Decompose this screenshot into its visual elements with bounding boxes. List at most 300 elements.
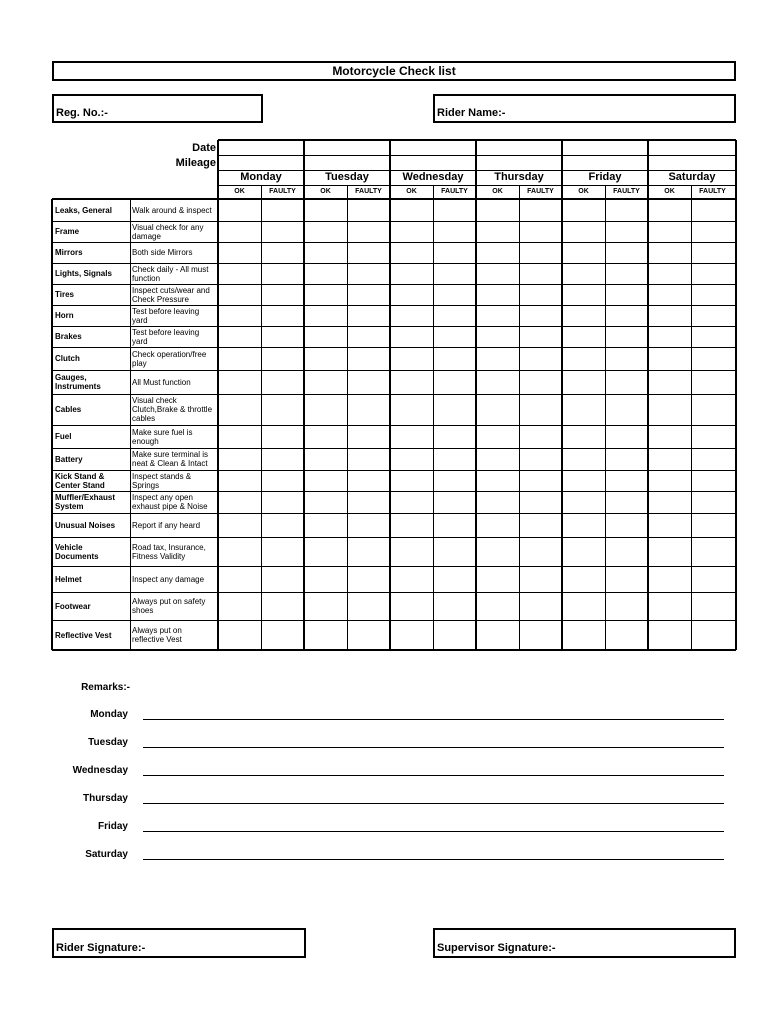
check-cell-faulty[interactable] (519, 620, 562, 650)
check-cell-faulty[interactable] (605, 566, 648, 592)
check-cell-ok[interactable] (476, 470, 519, 491)
check-cell-ok[interactable] (648, 448, 691, 470)
check-cell-ok[interactable] (648, 491, 691, 513)
check-cell-ok[interactable] (218, 305, 261, 326)
check-cell-ok[interactable] (304, 347, 347, 370)
check-cell-faulty[interactable] (605, 347, 648, 370)
check-cell-ok[interactable] (648, 370, 691, 394)
check-cell-ok[interactable] (562, 242, 605, 263)
check-cell-ok[interactable] (304, 620, 347, 650)
check-cell-faulty[interactable] (691, 284, 734, 305)
check-cell-ok[interactable] (218, 347, 261, 370)
check-cell-faulty[interactable] (261, 537, 304, 566)
check-cell-faulty[interactable] (519, 242, 562, 263)
ok-header: OK (234, 188, 245, 195)
check-cell-ok[interactable] (562, 513, 605, 537)
check-cell-faulty[interactable] (433, 199, 476, 221)
item-description: Test before leaving yard (132, 306, 200, 325)
check-cell-ok[interactable] (562, 199, 605, 221)
item-description: Inspect any damage (132, 574, 205, 584)
remarks-day-label: Monday (90, 709, 128, 720)
check-cell-ok[interactable] (562, 263, 605, 284)
item-description: Always put on reflective Vest (132, 626, 182, 644)
check-cell-ok[interactable] (218, 370, 261, 394)
check-cell-ok[interactable] (562, 537, 605, 566)
check-cell-faulty[interactable] (433, 425, 476, 448)
check-cell-faulty[interactable] (433, 326, 476, 347)
remarks-input-line[interactable] (143, 719, 724, 720)
check-cell-faulty[interactable] (519, 370, 562, 394)
grid-line (735, 140, 737, 199)
check-cell-faulty[interactable] (691, 347, 734, 370)
item-description: Visual check Clutch,Brake & throttle cables (132, 396, 213, 423)
check-cell-faulty[interactable] (519, 326, 562, 347)
day-header-saturday: Saturday (668, 171, 716, 183)
remarks-input-line[interactable] (143, 859, 724, 860)
check-cell-faulty[interactable] (347, 221, 390, 242)
check-cell-faulty[interactable] (261, 199, 304, 221)
check-cell-ok[interactable] (476, 537, 519, 566)
check-cell-faulty[interactable] (261, 592, 304, 620)
check-cell-ok[interactable] (476, 566, 519, 592)
check-cell-ok[interactable] (476, 620, 519, 650)
check-cell-ok[interactable] (648, 199, 691, 221)
check-cell-faulty[interactable] (433, 620, 476, 650)
check-cell-faulty[interactable] (433, 491, 476, 513)
day-header-wednesday: Wednesday (402, 171, 464, 183)
check-cell-faulty[interactable] (261, 370, 304, 394)
check-cell-faulty[interactable] (261, 491, 304, 513)
item-description: Test before leaving yard (132, 327, 200, 346)
remarks-label: Remarks:- (81, 682, 130, 693)
check-cell-ok[interactable] (648, 305, 691, 326)
check-cell-faulty[interactable] (261, 242, 304, 263)
grid-line (735, 199, 737, 650)
check-cell-faulty[interactable] (691, 221, 734, 242)
item-description: Make sure fuel is enough (132, 427, 193, 446)
check-cell-ok[interactable] (562, 305, 605, 326)
check-cell-ok[interactable] (476, 221, 519, 242)
check-cell-ok[interactable] (390, 448, 433, 470)
check-cell-faulty[interactable] (433, 242, 476, 263)
check-cell-ok[interactable] (476, 425, 519, 448)
check-cell-ok[interactable] (218, 620, 261, 650)
check-cell-ok[interactable] (304, 425, 347, 448)
check-cell-ok[interactable] (562, 221, 605, 242)
ok-header: OK (492, 188, 503, 195)
item-name: Brakes (55, 332, 82, 341)
check-cell-ok[interactable] (390, 620, 433, 650)
check-cell-ok[interactable] (218, 199, 261, 221)
check-cell-ok[interactable] (476, 370, 519, 394)
check-cell-faulty[interactable] (519, 199, 562, 221)
check-cell-faulty[interactable] (261, 284, 304, 305)
check-cell-faulty[interactable] (261, 347, 304, 370)
check-cell-faulty[interactable] (691, 370, 734, 394)
item-name: Kick Stand & Center Stand (55, 471, 105, 490)
check-cell-faulty[interactable] (433, 592, 476, 620)
item-name: Helmet (55, 574, 82, 584)
item-description: Road tax, Insurance, Fitness Validity (132, 542, 206, 561)
check-cell-ok[interactable] (390, 305, 433, 326)
item-description: Always put on safety shoes (132, 597, 206, 615)
item-name: Lights, Signals (55, 269, 112, 278)
check-cell-faulty[interactable] (261, 263, 304, 284)
check-cell-ok[interactable] (218, 513, 261, 537)
check-cell-faulty[interactable] (347, 566, 390, 592)
faulty-header: FAULTY (441, 188, 468, 195)
check-cell-ok[interactable] (476, 448, 519, 470)
check-cell-faulty[interactable] (691, 199, 734, 221)
remarks-input-line[interactable] (143, 831, 724, 832)
check-cell-faulty[interactable] (433, 537, 476, 566)
check-cell-ok[interactable] (476, 263, 519, 284)
check-cell-faulty[interactable] (605, 370, 648, 394)
check-cell-ok[interactable] (562, 491, 605, 513)
check-cell-faulty[interactable] (347, 448, 390, 470)
check-cell-faulty[interactable] (433, 370, 476, 394)
check-cell-faulty[interactable] (433, 221, 476, 242)
check-cell-faulty[interactable] (519, 537, 562, 566)
check-cell-ok[interactable] (304, 394, 347, 425)
check-cell-faulty[interactable] (347, 242, 390, 263)
item-name: Cables (55, 405, 82, 414)
check-cell-ok[interactable] (390, 221, 433, 242)
check-cell-faulty[interactable] (605, 326, 648, 347)
check-cell-ok[interactable] (648, 592, 691, 620)
check-cell-ok[interactable] (648, 263, 691, 284)
check-cell-ok[interactable] (476, 326, 519, 347)
check-cell-faulty[interactable] (605, 537, 648, 566)
check-cell-ok[interactable] (648, 242, 691, 263)
check-cell-faulty[interactable] (433, 513, 476, 537)
check-cell-ok[interactable] (562, 394, 605, 425)
check-cell-ok[interactable] (648, 347, 691, 370)
item-description: Inspect stands & Springs (132, 471, 192, 490)
check-cell-faulty[interactable] (261, 326, 304, 347)
check-cell-faulty[interactable] (433, 470, 476, 491)
check-cell-faulty[interactable] (519, 263, 562, 284)
item-description: Make sure terminal is neat & Clean & Intact (132, 450, 209, 468)
check-cell-faulty[interactable] (605, 470, 648, 491)
day-header-thursday: Thursday (494, 171, 544, 183)
check-cell-ok[interactable] (476, 491, 519, 513)
check-cell-faulty[interactable] (347, 199, 390, 221)
check-cell-faulty[interactable] (261, 470, 304, 491)
faulty-header: FAULTY (527, 188, 554, 195)
check-cell-ok[interactable] (648, 326, 691, 347)
check-cell-faulty[interactable] (433, 305, 476, 326)
check-cell-ok[interactable] (218, 284, 261, 305)
check-cell-ok[interactable] (304, 221, 347, 242)
check-cell-ok[interactable] (476, 305, 519, 326)
item-description: Inspect cuts/wear and Check Pressure (132, 285, 210, 304)
check-cell-faulty[interactable] (691, 263, 734, 284)
item-name: Tires (55, 290, 74, 299)
ok-header: OK (406, 188, 417, 195)
check-cell-ok[interactable] (476, 347, 519, 370)
faulty-header: FAULTY (699, 188, 726, 195)
check-cell-ok[interactable] (218, 592, 261, 620)
check-cell-faulty[interactable] (347, 513, 390, 537)
check-cell-ok[interactable] (218, 242, 261, 263)
supervisor-signature-field[interactable] (433, 928, 736, 958)
check-cell-ok[interactable] (562, 347, 605, 370)
check-cell-faulty[interactable] (519, 592, 562, 620)
check-cell-faulty[interactable] (519, 448, 562, 470)
check-cell-ok[interactable] (218, 491, 261, 513)
day-header-friday: Friday (588, 171, 622, 183)
check-cell-faulty[interactable] (433, 394, 476, 425)
remarks-input-line[interactable] (143, 775, 724, 776)
item-name: Footwear (55, 601, 91, 611)
check-cell-faulty[interactable] (433, 448, 476, 470)
check-cell-ok[interactable] (304, 566, 347, 592)
ok-header: OK (664, 188, 675, 195)
check-cell-ok[interactable] (390, 199, 433, 221)
check-cell-faulty[interactable] (347, 263, 390, 284)
check-cell-ok[interactable] (304, 513, 347, 537)
check-cell-faulty[interactable] (519, 491, 562, 513)
item-description: Both side Mirrors (132, 248, 193, 257)
reg-no-label: Reg. No.:- (56, 107, 108, 119)
check-cell-faulty[interactable] (691, 592, 734, 620)
item-description: Check operation/free play (132, 349, 207, 368)
day-header-monday: Monday (240, 171, 282, 183)
check-cell-ok[interactable] (304, 305, 347, 326)
check-cell-ok[interactable] (562, 470, 605, 491)
check-cell-ok[interactable] (562, 566, 605, 592)
check-cell-ok[interactable] (304, 263, 347, 284)
faulty-header: FAULTY (355, 188, 382, 195)
check-cell-ok[interactable] (304, 537, 347, 566)
check-cell-ok[interactable] (648, 221, 691, 242)
check-cell-ok[interactable] (562, 326, 605, 347)
check-cell-ok[interactable] (218, 566, 261, 592)
check-cell-ok[interactable] (648, 620, 691, 650)
check-cell-ok[interactable] (562, 592, 605, 620)
check-cell-faulty[interactable] (347, 470, 390, 491)
check-cell-ok[interactable] (476, 394, 519, 425)
check-cell-faulty[interactable] (261, 566, 304, 592)
check-cell-faulty[interactable] (433, 263, 476, 284)
check-cell-faulty[interactable] (261, 394, 304, 425)
check-cell-ok[interactable] (648, 470, 691, 491)
check-cell-faulty[interactable] (347, 370, 390, 394)
check-cell-faulty[interactable] (605, 394, 648, 425)
check-cell-faulty[interactable] (605, 620, 648, 650)
check-cell-ok[interactable] (648, 513, 691, 537)
check-cell-faulty[interactable] (691, 448, 734, 470)
remarks-input-line[interactable] (143, 803, 724, 804)
check-cell-faulty[interactable] (347, 347, 390, 370)
check-cell-faulty[interactable] (433, 284, 476, 305)
check-cell-faulty[interactable] (347, 305, 390, 326)
check-cell-faulty[interactable] (347, 326, 390, 347)
check-cell-faulty[interactable] (347, 425, 390, 448)
check-cell-faulty[interactable] (691, 305, 734, 326)
check-cell-faulty[interactable] (605, 284, 648, 305)
check-cell-faulty[interactable] (691, 242, 734, 263)
item-name: Vehicle Documents (55, 542, 99, 561)
check-cell-faulty[interactable] (605, 491, 648, 513)
check-cell-faulty[interactable] (519, 347, 562, 370)
check-cell-ok[interactable] (648, 425, 691, 448)
check-cell-ok[interactable] (648, 284, 691, 305)
check-cell-ok[interactable] (390, 347, 433, 370)
check-cell-ok[interactable] (304, 491, 347, 513)
check-cell-ok[interactable] (390, 394, 433, 425)
rider-name-label: Rider Name:- (437, 107, 506, 119)
check-cell-ok[interactable] (218, 425, 261, 448)
check-cell-ok[interactable] (648, 566, 691, 592)
check-cell-ok[interactable] (304, 448, 347, 470)
check-cell-ok[interactable] (390, 566, 433, 592)
check-cell-ok[interactable] (304, 199, 347, 221)
rider-signature-field[interactable] (52, 928, 306, 958)
check-cell-ok[interactable] (390, 592, 433, 620)
check-cell-faulty[interactable] (605, 221, 648, 242)
ok-header: OK (578, 188, 589, 195)
check-cell-faulty[interactable] (347, 284, 390, 305)
check-cell-faulty[interactable] (605, 305, 648, 326)
check-cell-ok[interactable] (562, 370, 605, 394)
check-cell-faulty[interactable] (691, 425, 734, 448)
item-name: Fuel (55, 432, 72, 441)
check-cell-ok[interactable] (304, 470, 347, 491)
check-cell-ok[interactable] (218, 470, 261, 491)
check-cell-ok[interactable] (390, 242, 433, 263)
grid-line (130, 199, 131, 650)
check-cell-ok[interactable] (476, 242, 519, 263)
check-cell-faulty[interactable] (691, 566, 734, 592)
remarks-day-label: Saturday (85, 849, 128, 860)
check-cell-ok[interactable] (304, 242, 347, 263)
check-cell-faulty[interactable] (605, 513, 648, 537)
item-description: Report if any heard (132, 520, 201, 530)
check-cell-faulty[interactable] (519, 305, 562, 326)
faulty-header: FAULTY (269, 188, 296, 195)
check-cell-ok[interactable] (390, 537, 433, 566)
check-cell-faulty[interactable] (691, 620, 734, 650)
mileage-label: Mileage (175, 157, 216, 169)
check-cell-faulty[interactable] (605, 592, 648, 620)
check-cell-ok[interactable] (304, 326, 347, 347)
check-cell-faulty[interactable] (605, 425, 648, 448)
check-cell-ok[interactable] (218, 326, 261, 347)
check-cell-faulty[interactable] (261, 513, 304, 537)
faulty-header: FAULTY (613, 188, 640, 195)
check-cell-faulty[interactable] (691, 513, 734, 537)
remarks-day-label: Tuesday (88, 737, 128, 748)
check-cell-faulty[interactable] (261, 305, 304, 326)
check-cell-ok[interactable] (390, 513, 433, 537)
grid-line (218, 185, 736, 186)
check-cell-ok[interactable] (390, 370, 433, 394)
ok-header: OK (320, 188, 331, 195)
check-cell-faulty[interactable] (261, 448, 304, 470)
check-cell-faulty[interactable] (347, 620, 390, 650)
check-cell-ok[interactable] (218, 394, 261, 425)
check-cell-ok[interactable] (390, 326, 433, 347)
item-name: Muffler/Exhaust System (55, 493, 116, 511)
check-cell-faulty[interactable] (519, 221, 562, 242)
check-cell-faulty[interactable] (519, 470, 562, 491)
check-cell-ok[interactable] (304, 284, 347, 305)
supervisor-signature-label: Supervisor Signature:- (437, 942, 556, 954)
check-cell-ok[interactable] (562, 284, 605, 305)
check-cell-ok[interactable] (648, 394, 691, 425)
check-cell-ok[interactable] (390, 425, 433, 448)
check-cell-ok[interactable] (648, 537, 691, 566)
item-name: Mirrors (55, 248, 83, 257)
check-cell-faulty[interactable] (433, 347, 476, 370)
check-cell-ok[interactable] (476, 592, 519, 620)
check-cell-ok[interactable] (218, 537, 261, 566)
check-cell-faulty[interactable] (519, 394, 562, 425)
remarks-input-line[interactable] (143, 747, 724, 748)
check-cell-faulty[interactable] (347, 537, 390, 566)
remarks-day-label: Wednesday (72, 765, 128, 776)
check-cell-ok[interactable] (304, 592, 347, 620)
check-cell-faulty[interactable] (691, 491, 734, 513)
check-cell-ok[interactable] (218, 221, 261, 242)
check-cell-ok[interactable] (562, 448, 605, 470)
item-name: Frame (55, 227, 80, 236)
check-cell-faulty[interactable] (605, 242, 648, 263)
check-cell-ok[interactable] (476, 513, 519, 537)
check-cell-faulty[interactable] (519, 284, 562, 305)
item-description: All Must function (132, 377, 191, 387)
check-cell-ok[interactable] (476, 284, 519, 305)
check-cell-ok[interactable] (562, 425, 605, 448)
check-cell-ok[interactable] (562, 620, 605, 650)
check-cell-faulty[interactable] (605, 263, 648, 284)
item-name: Clutch (55, 354, 80, 363)
check-cell-ok[interactable] (390, 263, 433, 284)
check-cell-ok[interactable] (218, 448, 261, 470)
check-cell-faulty[interactable] (691, 470, 734, 491)
check-cell-faulty[interactable] (261, 620, 304, 650)
reg-no-field[interactable] (52, 94, 263, 123)
check-cell-faulty[interactable] (691, 394, 734, 425)
check-cell-faulty[interactable] (691, 326, 734, 347)
check-cell-faulty[interactable] (433, 566, 476, 592)
check-cell-ok[interactable] (390, 470, 433, 491)
check-cell-faulty[interactable] (347, 491, 390, 513)
item-description: Visual check for any damage (132, 222, 204, 241)
check-cell-faulty[interactable] (605, 448, 648, 470)
check-cell-ok[interactable] (390, 491, 433, 513)
check-cell-faulty[interactable] (261, 221, 304, 242)
check-cell-faulty[interactable] (519, 566, 562, 592)
check-cell-faulty[interactable] (519, 425, 562, 448)
check-cell-faulty[interactable] (519, 513, 562, 537)
check-cell-faulty[interactable] (691, 537, 734, 566)
check-cell-faulty[interactable] (347, 592, 390, 620)
form-title: Motorcycle Check list (52, 61, 736, 81)
check-cell-faulty[interactable] (347, 394, 390, 425)
item-name: Gauges, Instruments (55, 373, 101, 391)
check-cell-faulty[interactable] (261, 425, 304, 448)
check-cell-ok[interactable] (390, 284, 433, 305)
check-cell-ok[interactable] (304, 370, 347, 394)
check-cell-ok[interactable] (476, 199, 519, 221)
check-cell-ok[interactable] (218, 263, 261, 284)
check-cell-faulty[interactable] (605, 199, 648, 221)
remarks-day-label: Thursday (82, 793, 128, 804)
rider-name-field[interactable] (433, 94, 736, 123)
